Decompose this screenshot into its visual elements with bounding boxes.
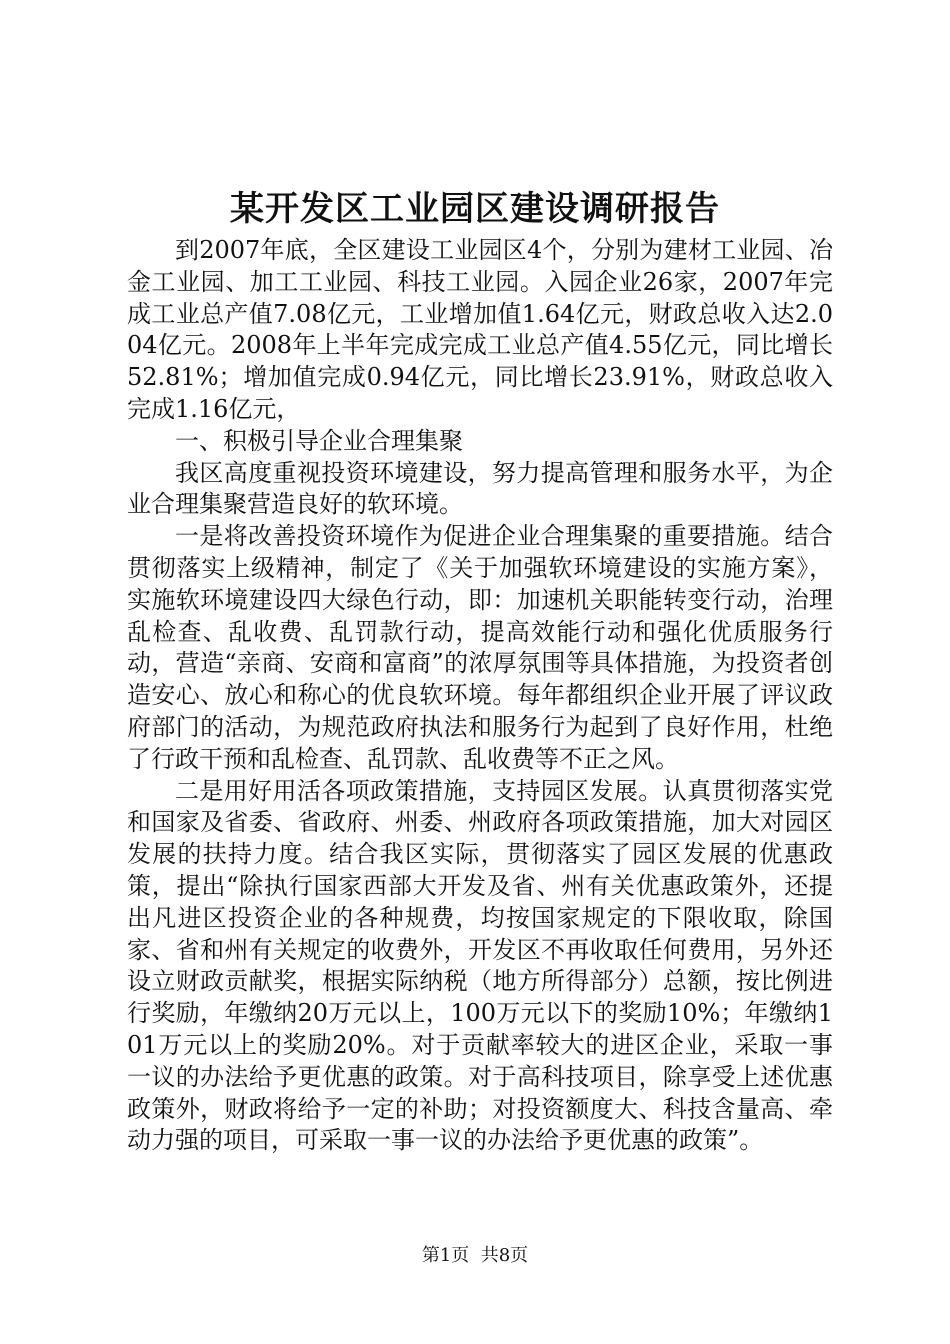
document-title: 某开发区工业园区建设调研报告 [230,189,720,229]
page-footer [0,1244,950,1268]
section-heading-1: 一、积极引导企业合理集聚 [175,426,463,455]
paragraph-summary: 到2007年底，全区建设工业园区4个，分别为建材工业园、冶金工业园、加工工业园、科技工业园。入园企业26家，2007年完成工业总产值7.08亿元，工业增加值1.64亿元，财政总收入达2.004亿元。2008年上半年完成完成工业总产值4.55亿元，同比增长52.81%；增加值完成0.94亿元，同比增长23.91%，财政总收入完成1.16亿元， [127,236,833,423]
document-body [127,235,833,1157]
paragraph-point-1: 一是将改善投资环境作为促进企业合理集聚的重要措施。结合贯彻落实上级精神，制定了《关于加强软环境建设的实施方案》，实施软环境建设四大绿色行动，即：加速机关职能转变行动，治理乱检查、乱收费、乱罚款行动，提高效能行动和强化优质服务行动，营造“亲商、安商和富商”的浓厚氛围等具体措施，为投资者创造安心、放心和称心的优良软环境。每年都组织企业开展了评议政府部门的活动，为规范政府执法和服务行为起到了良好作用，杜绝了行政干预和乱检查、乱罚款、乱收费等不正之风。 [127,522,833,773]
page-number: 第1页 [421,1245,470,1266]
page-total: 共8页 [480,1245,529,1266]
paragraph-intro: 我区高度重视投资环境建设，努力提高管理和服务水平，为企业合理集聚营造良好的软环境。 [127,458,833,519]
paragraph-point-2: 二是用好用活各项政策措施，支持园区发展。认真贯彻落实党和国家及省委、省政府、州委、州政府各项政策措施，加大对园区发展的扶持力度。结合我区实际，贯彻落实了园区发展的优惠政策，提出“除执行国家西部大开发及省、州有关优惠政策外，还提出凡进区投资企业的各种规费，均按国家规定的下限收取，除国家、省和州有关规定的收费外，开发区不再收取任何费用，另外还设立财政贡献奖，根据实际纳税（地方所得部分）总额，按比例进行奖励，年缴纳20万元以上，100万元以下的奖励10%；年缴纳101万元以上的奖励20%。对于贡献率较大的进区企业，采取一事一议的办法给予更优惠的政策。对于高科技项目，除享受上述优惠政策外，财政将给予一定的补助；对投资额度大、科技含量高、牵动力强的项目，可采取一事一议的办法给予更优惠的政策”。 [127,776,833,1155]
